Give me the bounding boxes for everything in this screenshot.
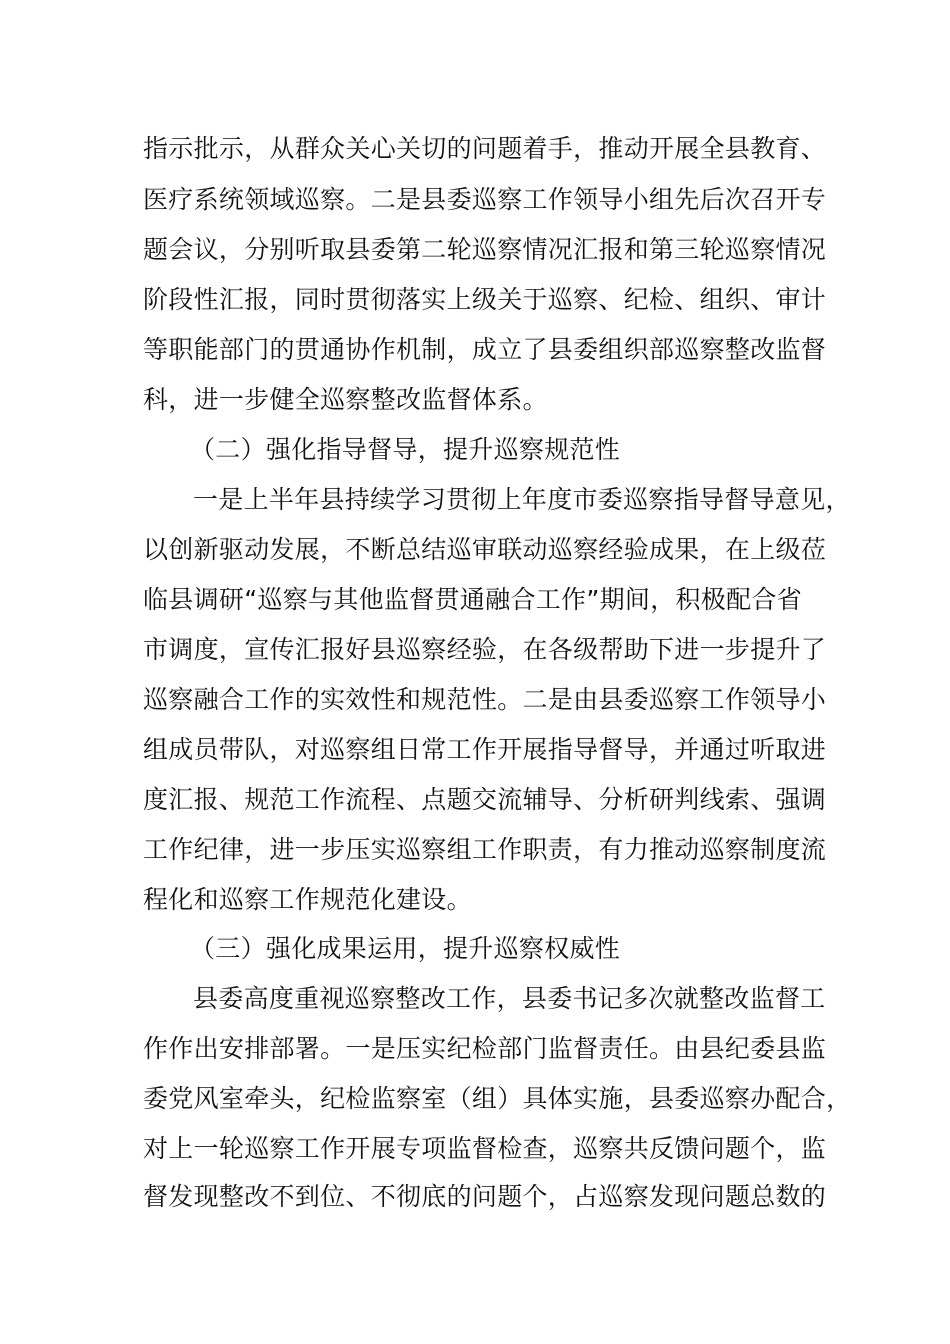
text-line: 以创新驱动发展，不断总结巡审联动巡察经验成果，在上级莅 [143,535,827,564]
text-line: 医疗系统领域巡察。二是县委巡察工作领导小组先后次召开专 [143,185,827,214]
text-line: 工作纪律，进一步压实巡察组工作职责，有力推动巡察制度流 [143,835,827,864]
text-line: 督发现整改不到位、不彻底的问题个，占巡察发现问题总数的 [143,1182,827,1211]
text-line: 一是上半年县持续学习贯彻上年度市委巡察指导督导意见， [193,485,851,514]
text-line: 等职能部门的贯通协作机制，成立了县委组织部巡察整改监督 [143,335,827,364]
text-line: 阶段性汇报，同时贯彻落实上级关于巡察、纪检、组织、审计 [143,285,827,314]
text-line: 县委高度重视巡察整改工作，县委书记多次就整改监督工 [193,984,826,1013]
text-line: 临县调研“巡察与其他监督贯通融合工作”期间，积极配合省 [143,585,803,614]
section-heading: （二）强化指导督导，提升巡察规范性 [190,435,621,464]
text-line: 组成员带队，对巡察组日常工作开展指导督导，并通过听取进 [143,735,827,764]
text-line: 科，进一步健全巡察整改监督体系。 [143,385,548,414]
text-line: 题会议，分别听取县委第二轮巡察情况汇报和第三轮巡察情况 [143,235,827,264]
text-line: 对上一轮巡察工作开展专项监督检查，巡察共反馈问题个，监 [143,1134,827,1163]
text-line: 委党风室牵头，纪检监察室（组）具体实施，县委巡察办配合， [143,1084,852,1113]
text-line: 指示批示，从群众关心关切的问题着手，推动开展全县教育、 [143,134,827,163]
text-line: 市调度，宣传汇报好县巡察经验，在各级帮助下进一步提升了 [143,635,827,664]
text-line: 程化和巡察工作规范化建设。 [143,885,472,914]
text-line: 度汇报、规范工作流程、点题交流辅导、分析研判线索、强调 [143,785,827,814]
text-line: 作作出安排部署。一是压实纪检部门监督责任。由县纪委县监 [143,1034,827,1063]
section-heading: （三）强化成果运用，提升巡察权威性 [190,934,621,963]
text-line: 巡察融合工作的实效性和规范性。二是由县委巡察工作领导小 [143,685,827,714]
